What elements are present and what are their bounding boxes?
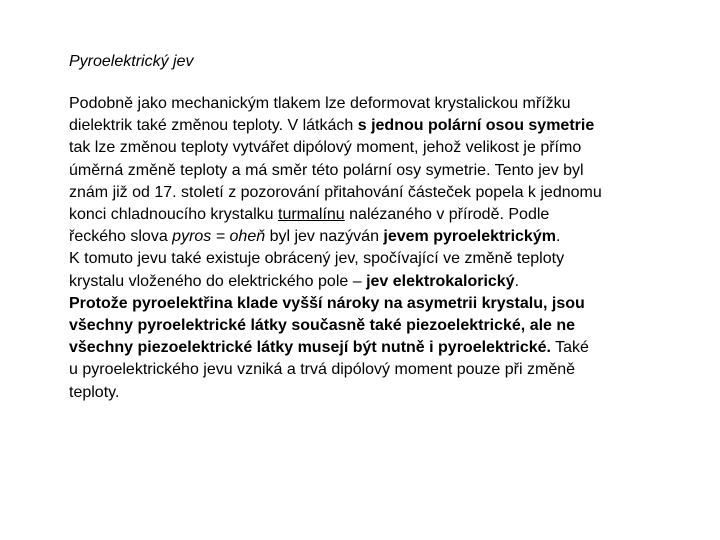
text-run: krystalu vloženého do elektrického pole – [69,272,367,290]
text-line [69,315,679,337]
text-line [69,160,679,182]
text-run: byl jev nazýván [265,228,384,246]
text-run: teploty. [69,383,120,401]
bold-phrase: Protože pyroelektřina klade vyšší nároky na asymetrii krystalu, jsou [69,294,585,312]
text-run: úměrná změně teploty a má směr této polární osy symetrie. Tento jev byl [69,161,584,179]
bold-phrase: všechny piezoelektrické látky musejí být nutně i pyroelektrické. [69,339,551,357]
text-line [69,359,679,381]
text-run: tak lze změnou teploty vytvářet dipólový moment, jehož velikost je přímo [69,139,582,157]
text-line [69,271,679,293]
text-line [69,115,679,137]
text-line [69,293,679,315]
text-run: Také [550,339,589,357]
text-line [69,226,679,248]
text-line [69,337,679,359]
text-line [69,93,679,115]
bold-phrase: jevem pyroelektrickým [383,228,556,246]
text-run: Podobně jako mechanickým tlakem lze deformovat krystalickou mřížku [69,95,571,112]
text-line [69,382,679,404]
slide-title: Pyroelektrický jev [69,53,194,70]
text-run: K tomuto jevu také existuje obrácený jev, spočívající ve změně teploty [69,250,565,268]
text-line [69,137,679,159]
text-line [69,204,679,226]
bold-phrase: všechny pyroelektrické látky současně také piezoelektrické, ale ne [69,317,576,335]
text-run: konci chladnoucího krystalku [69,206,278,224]
bold-phrase: s jednou polární osou symetrie [357,117,595,135]
text-run: znám již od 17. století z pozorování přitahování částeček popela k jednomu [69,183,602,201]
text-run: dielektrik také změnou teploty. V látkách [69,117,358,135]
bold-phrase: jev elektrokalorický [366,272,515,290]
text-run: řeckého slova [69,228,173,246]
text-line [69,182,679,204]
text-run: nalézaného v přírodě. Podle [344,206,550,224]
paragraph-pyroelectric-summary [69,293,679,404]
paragraph-pyroelectric-intro [69,93,679,293]
text-line [69,248,679,270]
underlined-term: turmalínu [278,206,345,224]
slide-content [69,52,679,404]
text-run: . [514,272,520,290]
italic-phrase: pyros = oheň [172,228,266,246]
text-run: u pyroelektrického jevu vzniká a trvá dipólový moment pouze při změně [69,361,576,379]
text-run: . [555,228,561,246]
